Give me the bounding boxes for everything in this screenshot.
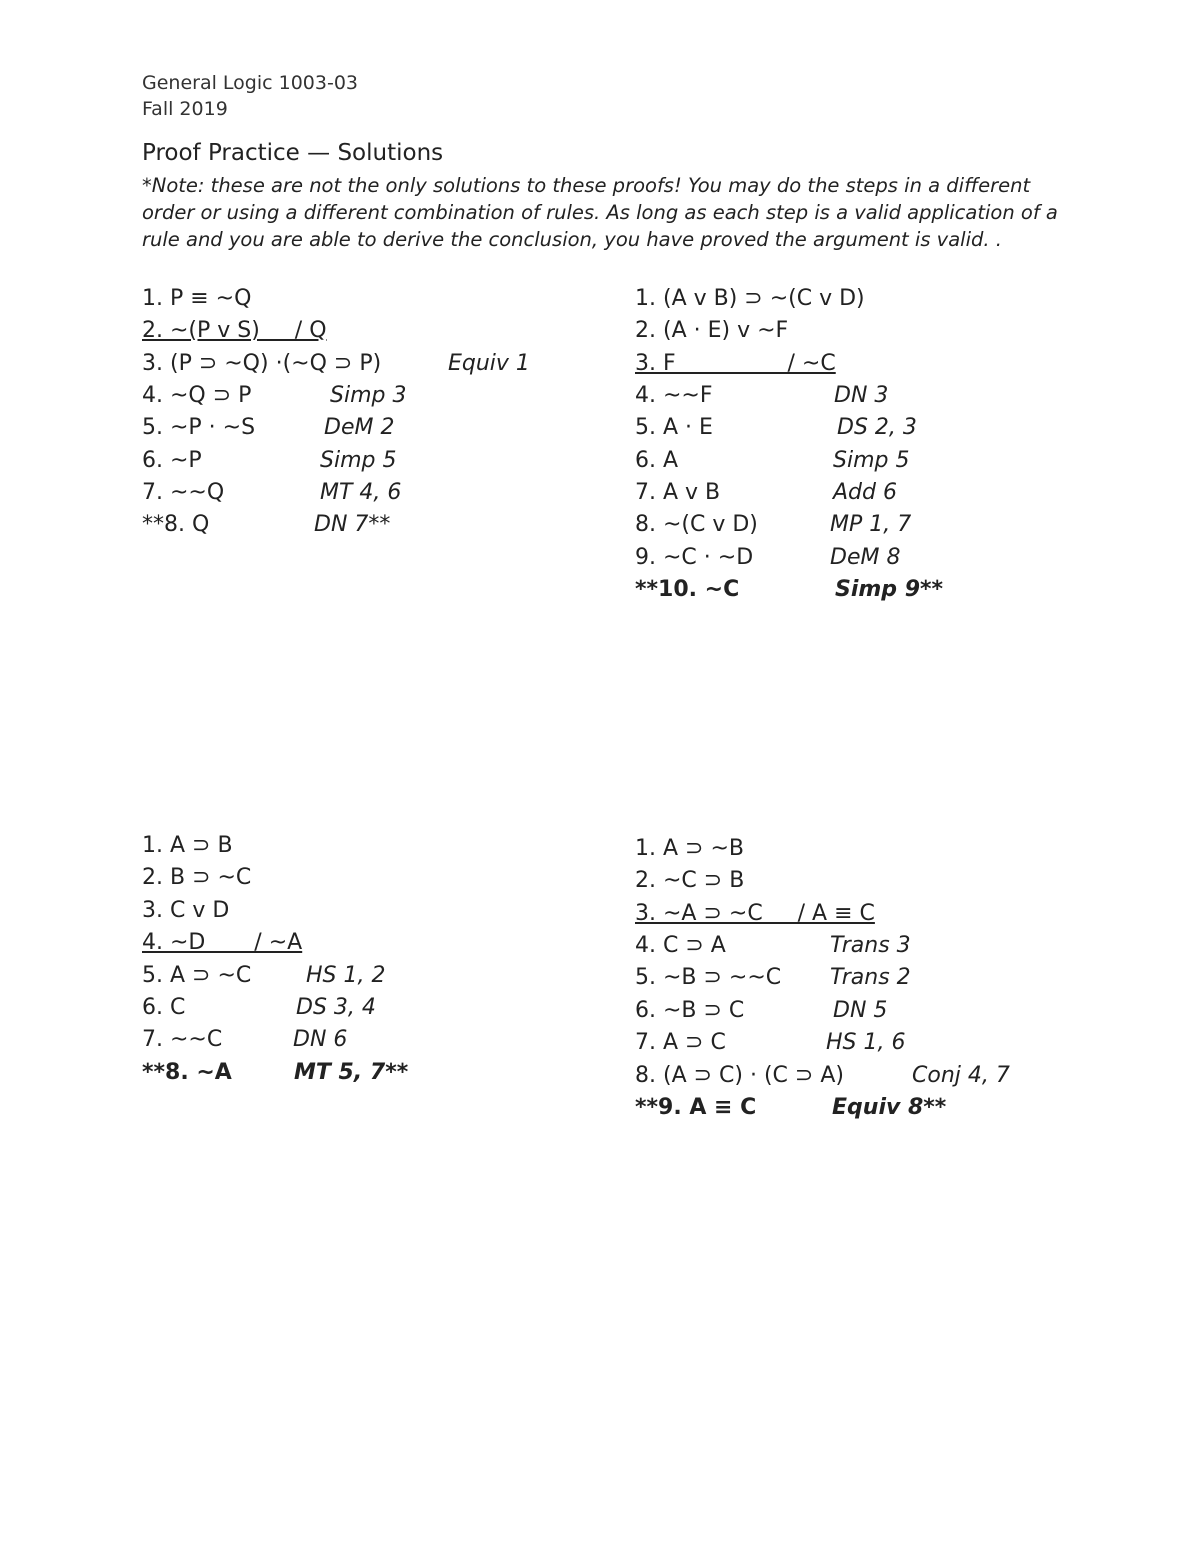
proof-step: 3. F / ~C: [635, 351, 836, 376]
justification: Conj 4, 7: [912, 1063, 1010, 1088]
justification: DeM 8: [830, 545, 901, 570]
justification: Simp 5: [833, 448, 910, 473]
proof-step: **8. Q: [142, 512, 210, 537]
justification: DN 7**: [314, 512, 391, 537]
proof-step: 5. A ⊃ ~C: [142, 963, 252, 988]
proof-step: 9. ~C · ~D: [635, 545, 754, 570]
proof-conclusion: **8. ~A: [142, 1060, 232, 1085]
proof-step: 2. ~(P v S) / Q: [142, 318, 327, 343]
proof-step: 4. ~Q ⊃ P: [142, 383, 252, 408]
proof-conclusion: **10. ~C: [635, 577, 740, 602]
term: Fall 2019: [142, 98, 228, 120]
proof-line: [635, 834, 744, 864]
justification: MP 1, 7: [830, 512, 912, 537]
proof-step: 3. (P ⊃ ~Q) ·(~Q ⊃ P): [142, 351, 382, 376]
justification: Trans 3: [830, 933, 911, 958]
proof-step: 6. C: [142, 995, 186, 1020]
proof-step: 6. A: [635, 448, 679, 473]
proof-line: [635, 316, 788, 346]
justification: DS 3, 4: [296, 995, 376, 1020]
page-title: Proof Practice — Solutions: [142, 140, 444, 166]
justification: DeM 2: [324, 415, 395, 440]
justification: DN 5: [833, 998, 888, 1023]
proof-step: 4. ~D / ~A: [142, 930, 303, 955]
justification: Add 6: [833, 480, 897, 505]
proof-step: 2. ~C ⊃ B: [635, 868, 745, 893]
proof-step: 4. ~~F: [635, 383, 713, 408]
proof-step: 7. A v B: [635, 480, 721, 505]
proof-step: 7. A ⊃ C: [635, 1030, 726, 1055]
proof-line: [142, 863, 251, 893]
proof-step: 6. ~P: [142, 448, 202, 473]
proof-line: [142, 896, 229, 926]
proof-line: [635, 349, 836, 379]
justification: Simp 5: [320, 448, 397, 473]
solutions-note: *Note: these are not the only solutions to these proofs! You may do the steps in a different order or using a different combination of rules. As long as each step is a valid application of a rule and you are able to derive the conclusion, you have proved the argument is valid. .: [142, 174, 1058, 251]
justification: DS 2, 3: [837, 415, 917, 440]
justification: Equiv 1: [448, 351, 530, 376]
justification: HS 1, 2: [306, 963, 386, 988]
proof-step: 7. ~~Q: [142, 480, 225, 505]
proof-line: [635, 899, 875, 929]
proof-line: [635, 284, 865, 314]
proof-step: 2. (A · E) v ~F: [635, 318, 789, 343]
proof-step: 1. (A v B) ⊃ ~(C v D): [635, 286, 865, 311]
proof-step: 5. ~B ⊃ ~~C: [635, 965, 782, 990]
proof-conclusion: **9. A ≡ C: [635, 1095, 757, 1120]
justification: HS 1, 6: [826, 1030, 906, 1055]
proof-step: 3. ~A ⊃ ~C / A ≡ C: [635, 901, 875, 926]
justification: DN 6: [293, 1027, 348, 1052]
proof-step: 5. ~P · ~S: [142, 415, 256, 440]
proof-step: 6. ~B ⊃ C: [635, 998, 745, 1023]
justification: MT 4, 6: [320, 480, 402, 505]
proof-step: 5. A · E: [635, 415, 713, 440]
proof-line: [142, 316, 327, 346]
proof-line: [635, 866, 744, 896]
proof-step: 4. C ⊃ A: [635, 933, 726, 958]
justification: DN 3: [834, 383, 889, 408]
proof-line: [142, 284, 251, 314]
course-name: General Logic 1003-03: [142, 72, 359, 94]
justification: Simp 9**: [835, 577, 944, 602]
proof-step: 7. ~~C: [142, 1027, 223, 1052]
justification: Simp 3: [330, 383, 407, 408]
proof-step: 8. ~(C v D): [635, 512, 758, 537]
proof-step: 1. P ≡ ~Q: [142, 286, 252, 311]
proof-step: 8. (A ⊃ C) · (C ⊃ A): [635, 1063, 844, 1088]
justification: Trans 2: [830, 965, 911, 990]
justification: Equiv 8**: [832, 1095, 947, 1120]
justification: MT 5, 7**: [294, 1060, 409, 1085]
proof-line: [142, 928, 302, 958]
proof-line: [142, 831, 233, 861]
proof-step: 2. B ⊃ ~C: [142, 865, 252, 890]
proof-step: 1. A ⊃ B: [142, 833, 233, 858]
proof-step: 3. C v D: [142, 898, 230, 923]
proof-step: 1. A ⊃ ~B: [635, 836, 744, 861]
